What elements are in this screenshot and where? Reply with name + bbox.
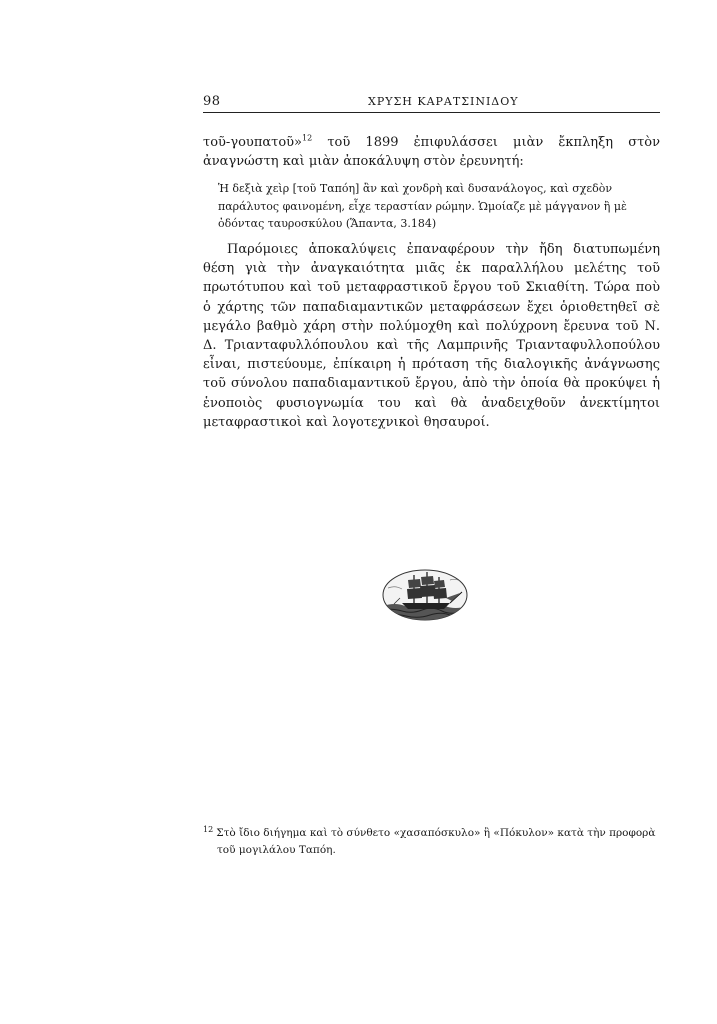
sailing-ship-vignette-icon (380, 568, 470, 622)
footnote-text: Στὸ ἴδιο διήγημα καὶ τὸ σύνθετο «χασαπόσκυλο» ἢ «Πόκυλον» κατὰ τὴν προφορὰ τοῦ μογιλάλου Ταπόη. (216, 827, 656, 856)
running-title: ΧΡΥΣΗ ΚΑΡΑΤΣΙΝΙΔΟΥ (368, 95, 519, 108)
footnote-reference[interactable]: 12 (302, 133, 313, 143)
footnote (203, 825, 674, 859)
page-number: 98 (203, 94, 221, 109)
paragraph-2: Παρόμοιες ἀποκαλύψεις ἐπαναφέρουν τὴν ἤδη διατυπωμένη θέση γιὰ τὴν ἀναγκαιότητα μιᾶς ἐκ παραλλήλου μελέτης τοῦ πρωτότυπου καὶ τοῦ μεταφραστικοῦ ἔργου τοῦ Σκιαθίτη. Τώρα ποὺ ὁ χάρτης τῶν παπαδιαμαντικῶν μεταφράσεων ἔχει ὁριοθετηθεῖ σὲ μεγάλο βαθμὸ χάρη στὴν πολύμοχθη καὶ πολύχρονη ἔρευνα τοῦ Ν. Δ. Τριανταφυλλόπουλου καὶ τῆς Λαμπρινῆς Τριανταφυλλοπούλου εἶναι, πιστεύουμε, ἐπίκαιρη ἡ πρόταση τῆς διαλογικῆς ἀνάγνωσης τοῦ σύνολου παπαδιαμαντικοῦ ἔργου, ἀπὸ τὴν ὁποία θὰ προκύψει ἡ ἑνοποιὸς φυσιογνωμία του καὶ θὰ ἀναδειχθοῦν ἀνεκτίμητοι μεταφραστικοὶ καὶ λογοτεχνικοὶ θησαυροί. (203, 242, 660, 430)
footnote-marker: 12 (203, 824, 214, 834)
paragraph-1 (203, 133, 660, 171)
paragraph-1-lead: τοῦ-γουπατοῦ» (203, 135, 303, 150)
block-quote: Ἡ δεξιὰ χεὶρ [τοῦ Ταπόη] ἂν καὶ χονδρὴ καὶ δυσανάλογος, καὶ σχεδὸν παράλυτος φαινομένη, εἶχε τεραστίαν ρώμην. Ὡμοίαζε μὲ μάγγανον ἢ μὲ ὀδόντας ταυροσκύλου (Ἅπαντα, 3.184) (218, 182, 627, 230)
paragraph-1-rest: τοῦ 1899 ἐπιφυλάσσει μιὰν ἔκπληξη στὸν ἀναγνώστη καὶ μιὰν ἀποκάλυψη στὸν ἐρευνητή: (203, 135, 660, 170)
running-head (203, 94, 660, 113)
